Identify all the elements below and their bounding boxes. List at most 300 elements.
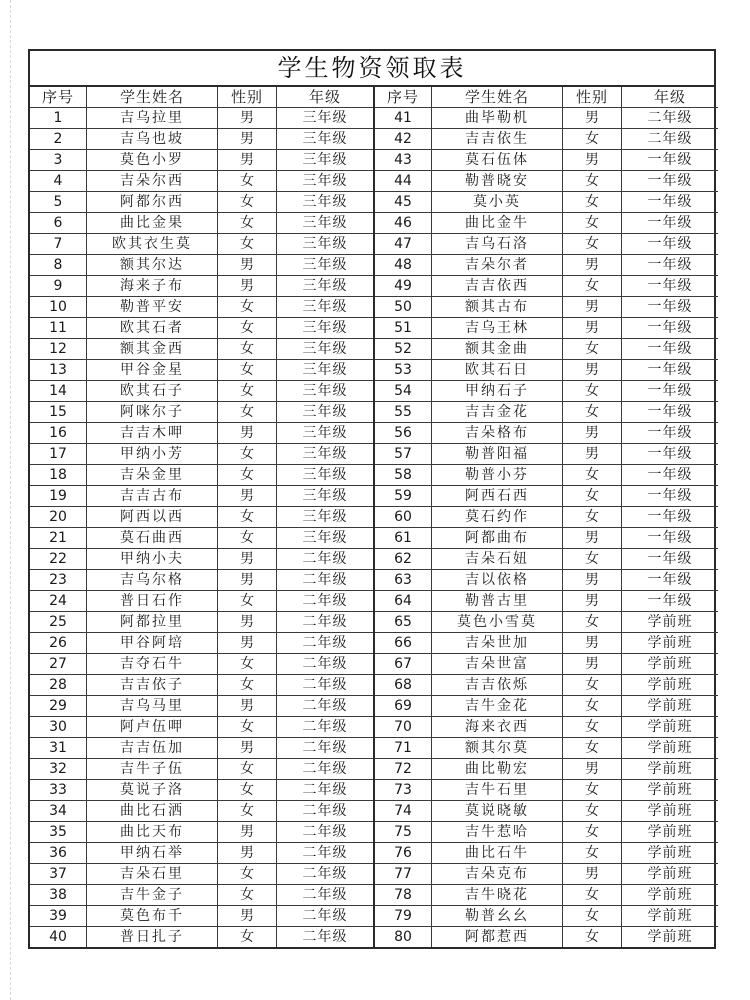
cell-grade: 一年级 (622, 381, 719, 402)
cell-name: 吉牛晓花 (432, 885, 563, 906)
cell-grade: 二年级 (277, 717, 375, 738)
table-row (30, 654, 718, 675)
cell-name: 勒普平安 (87, 297, 218, 318)
cell-name: 莫说晓敏 (432, 801, 563, 822)
cell-grade: 三年级 (277, 318, 375, 339)
cell-sex: 女 (218, 171, 277, 192)
cell-name: 欧其石者 (87, 318, 218, 339)
cell-name: 莫色小罗 (87, 150, 218, 171)
cell-name: 勒普阳福 (432, 444, 563, 465)
cell-no: 16 (30, 423, 87, 444)
cell-name: 普日石作 (87, 591, 218, 612)
cell-no: 63 (374, 570, 432, 591)
cell-grade: 三年级 (277, 150, 375, 171)
cell-sex: 女 (563, 339, 622, 360)
cell-sex: 女 (218, 864, 277, 885)
cell-grade: 学前班 (622, 927, 719, 948)
cell-no: 33 (30, 780, 87, 801)
cell-no: 45 (374, 192, 432, 213)
cell-name: 甲谷阿培 (87, 633, 218, 654)
cell-no: 56 (374, 423, 432, 444)
cell-name: 阿都尔西 (87, 192, 218, 213)
cell-no: 40 (30, 927, 87, 948)
table-row (30, 549, 718, 570)
cell-name: 甲纳石举 (87, 843, 218, 864)
roster-body (30, 108, 718, 948)
scan-edge (10, 0, 12, 1000)
cell-grade: 三年级 (277, 213, 375, 234)
header-sex-right: 性别 (563, 87, 622, 108)
cell-name: 曲比天布 (87, 822, 218, 843)
cell-name: 曲比勒宏 (432, 759, 563, 780)
cell-sex: 男 (218, 255, 277, 276)
cell-no: 2 (30, 129, 87, 150)
cell-no: 55 (374, 402, 432, 423)
table-row (30, 843, 718, 864)
cell-sex: 女 (218, 234, 277, 255)
cell-sex: 男 (563, 591, 622, 612)
cell-name: 吉朵尔西 (87, 171, 218, 192)
cell-sex: 男 (218, 570, 277, 591)
cell-name: 吉以依格 (432, 570, 563, 591)
cell-no: 52 (374, 339, 432, 360)
cell-grade: 三年级 (277, 423, 375, 444)
cell-name: 吉吉依烁 (432, 675, 563, 696)
cell-name: 曲比金牛 (432, 213, 563, 234)
cell-sex: 女 (563, 696, 622, 717)
cell-sex: 女 (218, 381, 277, 402)
cell-no: 51 (374, 318, 432, 339)
cell-name: 吉吉依子 (87, 675, 218, 696)
cell-grade: 学前班 (622, 633, 719, 654)
cell-name: 吉朵金里 (87, 465, 218, 486)
cell-sex: 男 (218, 612, 277, 633)
cell-sex: 女 (563, 738, 622, 759)
cell-no: 76 (374, 843, 432, 864)
cell-name: 曲比石牛 (432, 843, 563, 864)
cell-sex: 女 (563, 276, 622, 297)
cell-no: 4 (30, 171, 87, 192)
cell-grade: 二年级 (277, 780, 375, 801)
cell-sex: 男 (218, 150, 277, 171)
cell-name: 曲比金果 (87, 213, 218, 234)
cell-no: 7 (30, 234, 87, 255)
cell-no: 36 (30, 843, 87, 864)
cell-sex: 女 (218, 465, 277, 486)
cell-name: 阿咪尔子 (87, 402, 218, 423)
cell-name: 吉乌拉里 (87, 108, 218, 129)
cell-sex: 男 (563, 864, 622, 885)
cell-grade: 二年级 (277, 927, 375, 948)
cell-sex: 女 (563, 171, 622, 192)
cell-sex: 男 (563, 318, 622, 339)
cell-grade: 三年级 (277, 108, 375, 129)
header-grade-left: 年级 (277, 87, 375, 108)
cell-sex: 男 (218, 633, 277, 654)
cell-no: 77 (374, 864, 432, 885)
table-row (30, 339, 718, 360)
cell-sex: 男 (218, 276, 277, 297)
table-row (30, 276, 718, 297)
header-no-right: 序号 (374, 87, 432, 108)
cell-grade: 二年级 (277, 906, 375, 927)
cell-grade: 学前班 (622, 696, 719, 717)
table-row (30, 591, 718, 612)
cell-grade: 三年级 (277, 360, 375, 381)
cell-grade: 一年级 (622, 528, 719, 549)
cell-grade: 三年级 (277, 234, 375, 255)
cell-grade: 三年级 (277, 192, 375, 213)
cell-sex: 女 (218, 927, 277, 948)
cell-no: 11 (30, 318, 87, 339)
cell-name: 吉朵石里 (87, 864, 218, 885)
cell-name: 勒普晓安 (432, 171, 563, 192)
cell-sex: 男 (563, 759, 622, 780)
table-row (30, 927, 718, 948)
header-no-left: 序号 (30, 87, 87, 108)
cell-grade: 学前班 (622, 738, 719, 759)
cell-no: 67 (374, 654, 432, 675)
table-row (30, 402, 718, 423)
roster-table (30, 87, 718, 947)
cell-grade: 一年级 (622, 150, 719, 171)
cell-grade: 三年级 (277, 402, 375, 423)
cell-sex: 男 (218, 108, 277, 129)
cell-name: 莫石曲西 (87, 528, 218, 549)
cell-grade: 学前班 (622, 654, 719, 675)
cell-grade: 三年级 (277, 129, 375, 150)
cell-grade: 二年级 (277, 864, 375, 885)
cell-name: 甲纳石子 (432, 381, 563, 402)
cell-sex: 男 (218, 549, 277, 570)
table-row (30, 570, 718, 591)
cell-grade: 二年级 (277, 549, 375, 570)
cell-name: 吉朵克布 (432, 864, 563, 885)
cell-name: 吉朵石妞 (432, 549, 563, 570)
table-row (30, 360, 718, 381)
cell-grade: 三年级 (277, 381, 375, 402)
cell-no: 41 (374, 108, 432, 129)
cell-name: 吉朵世加 (432, 633, 563, 654)
cell-grade: 三年级 (277, 255, 375, 276)
cell-grade: 一年级 (622, 486, 719, 507)
cell-grade: 学前班 (622, 843, 719, 864)
table-row (30, 507, 718, 528)
cell-no: 61 (374, 528, 432, 549)
cell-no: 30 (30, 717, 87, 738)
cell-name: 莫色布千 (87, 906, 218, 927)
table-row (30, 633, 718, 654)
table-row (30, 738, 718, 759)
cell-grade: 一年级 (622, 423, 719, 444)
cell-no: 25 (30, 612, 87, 633)
header-row (30, 87, 718, 108)
cell-no: 59 (374, 486, 432, 507)
cell-grade: 二年级 (622, 129, 719, 150)
cell-name: 吉朵世富 (432, 654, 563, 675)
cell-name: 吉乌石洛 (432, 234, 563, 255)
cell-no: 50 (374, 297, 432, 318)
cell-no: 8 (30, 255, 87, 276)
cell-sex: 男 (563, 108, 622, 129)
cell-no: 42 (374, 129, 432, 150)
table-row (30, 696, 718, 717)
cell-sex: 女 (563, 507, 622, 528)
cell-grade: 三年级 (277, 339, 375, 360)
cell-name: 海来子布 (87, 276, 218, 297)
table-row (30, 381, 718, 402)
cell-no: 44 (374, 171, 432, 192)
cell-no: 49 (374, 276, 432, 297)
roster-sheet (28, 49, 716, 949)
header-name-right: 学生姓名 (432, 87, 563, 108)
cell-name: 勒普古里 (432, 591, 563, 612)
cell-no: 72 (374, 759, 432, 780)
cell-name: 吉吉木呷 (87, 423, 218, 444)
cell-name: 莫色小雪莫 (432, 612, 563, 633)
cell-name: 阿都曲布 (432, 528, 563, 549)
cell-name: 吉牛金子 (87, 885, 218, 906)
cell-name: 甲谷金星 (87, 360, 218, 381)
cell-grade: 三年级 (277, 465, 375, 486)
table-row (30, 423, 718, 444)
cell-name: 吉乌尔格 (87, 570, 218, 591)
cell-no: 12 (30, 339, 87, 360)
cell-sex: 男 (563, 528, 622, 549)
cell-no: 80 (374, 927, 432, 948)
cell-grade: 二年级 (277, 612, 375, 633)
cell-sex: 男 (563, 633, 622, 654)
cell-grade: 三年级 (277, 528, 375, 549)
header-name-left: 学生姓名 (87, 87, 218, 108)
cell-no: 65 (374, 612, 432, 633)
table-row (30, 675, 718, 696)
cell-sex: 男 (563, 570, 622, 591)
cell-no: 66 (374, 633, 432, 654)
cell-grade: 一年级 (622, 234, 719, 255)
cell-no: 62 (374, 549, 432, 570)
cell-no: 9 (30, 276, 87, 297)
cell-grade: 一年级 (622, 297, 719, 318)
cell-sex: 女 (218, 318, 277, 339)
table-row (30, 192, 718, 213)
cell-no: 47 (374, 234, 432, 255)
cell-name: 吉牛惹哈 (432, 822, 563, 843)
cell-sex: 男 (218, 696, 277, 717)
cell-grade: 三年级 (277, 276, 375, 297)
cell-no: 39 (30, 906, 87, 927)
cell-name: 额其金曲 (432, 339, 563, 360)
cell-name: 甲纳小夫 (87, 549, 218, 570)
table-row (30, 234, 718, 255)
cell-sex: 女 (563, 822, 622, 843)
cell-no: 3 (30, 150, 87, 171)
cell-sex: 女 (563, 234, 622, 255)
cell-grade: 一年级 (622, 570, 719, 591)
table-row (30, 171, 718, 192)
cell-no: 71 (374, 738, 432, 759)
cell-no: 28 (30, 675, 87, 696)
cell-name: 勒普幺幺 (432, 906, 563, 927)
cell-no: 73 (374, 780, 432, 801)
cell-grade: 二年级 (277, 570, 375, 591)
cell-name: 莫石约作 (432, 507, 563, 528)
table-row (30, 318, 718, 339)
cell-name: 阿都惹西 (432, 927, 563, 948)
header-sex-left: 性别 (218, 87, 277, 108)
cell-grade: 二年级 (277, 801, 375, 822)
cell-name: 额其金西 (87, 339, 218, 360)
cell-no: 43 (374, 150, 432, 171)
cell-sex: 女 (563, 801, 622, 822)
cell-sex: 男 (563, 444, 622, 465)
table-row (30, 780, 718, 801)
cell-no: 69 (374, 696, 432, 717)
cell-grade: 二年级 (622, 108, 719, 129)
cell-no: 5 (30, 192, 87, 213)
cell-grade: 一年级 (622, 318, 719, 339)
cell-sex: 女 (563, 780, 622, 801)
cell-grade: 一年级 (622, 444, 719, 465)
cell-sex: 女 (563, 486, 622, 507)
cell-no: 18 (30, 465, 87, 486)
cell-no: 46 (374, 213, 432, 234)
cell-name: 额其古布 (432, 297, 563, 318)
cell-sex: 女 (563, 612, 622, 633)
cell-sex: 女 (563, 927, 622, 948)
cell-sex: 女 (218, 885, 277, 906)
cell-no: 60 (374, 507, 432, 528)
cell-name: 吉吉依生 (432, 129, 563, 150)
cell-no: 20 (30, 507, 87, 528)
cell-sex: 男 (563, 150, 622, 171)
cell-sex: 女 (218, 675, 277, 696)
cell-sex: 女 (563, 129, 622, 150)
cell-sex: 女 (218, 444, 277, 465)
table-row (30, 906, 718, 927)
cell-sex: 男 (218, 822, 277, 843)
cell-no: 19 (30, 486, 87, 507)
cell-name: 普日扎子 (87, 927, 218, 948)
cell-grade: 学前班 (622, 759, 719, 780)
cell-name: 阿西石西 (432, 486, 563, 507)
cell-sex: 女 (218, 192, 277, 213)
cell-no: 57 (374, 444, 432, 465)
cell-sex: 男 (218, 738, 277, 759)
cell-name: 甲纳小芳 (87, 444, 218, 465)
table-row (30, 885, 718, 906)
cell-sex: 女 (218, 507, 277, 528)
cell-no: 13 (30, 360, 87, 381)
cell-sex: 女 (218, 402, 277, 423)
cell-grade: 二年级 (277, 822, 375, 843)
cell-name: 阿西以西 (87, 507, 218, 528)
cell-grade: 学前班 (622, 717, 719, 738)
cell-no: 26 (30, 633, 87, 654)
table-row (30, 465, 718, 486)
cell-sex: 女 (563, 885, 622, 906)
cell-sex: 女 (218, 297, 277, 318)
cell-name: 欧其衣生莫 (87, 234, 218, 255)
cell-grade: 学前班 (622, 822, 719, 843)
table-row (30, 255, 718, 276)
cell-no: 29 (30, 696, 87, 717)
cell-grade: 二年级 (277, 738, 375, 759)
cell-sex: 女 (563, 213, 622, 234)
cell-name: 吉牛子伍 (87, 759, 218, 780)
cell-name: 吉吉依西 (432, 276, 563, 297)
cell-no: 64 (374, 591, 432, 612)
cell-no: 6 (30, 213, 87, 234)
cell-grade: 二年级 (277, 885, 375, 906)
table-row (30, 150, 718, 171)
cell-name: 吉吉伍加 (87, 738, 218, 759)
cell-sex: 女 (218, 339, 277, 360)
cell-grade: 一年级 (622, 465, 719, 486)
cell-name: 欧其石子 (87, 381, 218, 402)
cell-name: 吉吉古布 (87, 486, 218, 507)
cell-grade: 一年级 (622, 339, 719, 360)
cell-grade: 一年级 (622, 591, 719, 612)
cell-no: 27 (30, 654, 87, 675)
cell-grade: 二年级 (277, 696, 375, 717)
cell-no: 14 (30, 381, 87, 402)
cell-no: 32 (30, 759, 87, 780)
cell-grade: 一年级 (622, 276, 719, 297)
cell-grade: 一年级 (622, 171, 719, 192)
cell-name: 莫说子洛 (87, 780, 218, 801)
cell-sex: 男 (563, 297, 622, 318)
cell-no: 23 (30, 570, 87, 591)
cell-name: 吉牛金花 (432, 696, 563, 717)
cell-sex: 男 (563, 423, 622, 444)
table-row (30, 822, 718, 843)
cell-grade: 一年级 (622, 213, 719, 234)
cell-no: 24 (30, 591, 87, 612)
cell-no: 15 (30, 402, 87, 423)
cell-no: 54 (374, 381, 432, 402)
cell-no: 1 (30, 108, 87, 129)
cell-sex: 女 (218, 528, 277, 549)
cell-sex: 男 (218, 843, 277, 864)
cell-grade: 学前班 (622, 675, 719, 696)
cell-sex: 男 (218, 129, 277, 150)
cell-sex: 女 (563, 549, 622, 570)
table-row (30, 213, 718, 234)
table-row (30, 612, 718, 633)
cell-name: 莫小英 (432, 192, 563, 213)
cell-grade: 学前班 (622, 801, 719, 822)
cell-grade: 学前班 (622, 780, 719, 801)
cell-name: 海来衣西 (432, 717, 563, 738)
cell-sex: 男 (563, 360, 622, 381)
cell-sex: 女 (218, 780, 277, 801)
cell-grade: 一年级 (622, 402, 719, 423)
cell-sex: 男 (563, 255, 622, 276)
cell-sex: 女 (218, 654, 277, 675)
cell-grade: 三年级 (277, 507, 375, 528)
cell-grade: 一年级 (622, 255, 719, 276)
cell-no: 78 (374, 885, 432, 906)
cell-sex: 女 (563, 192, 622, 213)
cell-grade: 二年级 (277, 633, 375, 654)
cell-no: 58 (374, 465, 432, 486)
cell-no: 31 (30, 738, 87, 759)
cell-no: 38 (30, 885, 87, 906)
table-row (30, 486, 718, 507)
cell-name: 曲毕勒机 (432, 108, 563, 129)
cell-sex: 男 (563, 654, 622, 675)
